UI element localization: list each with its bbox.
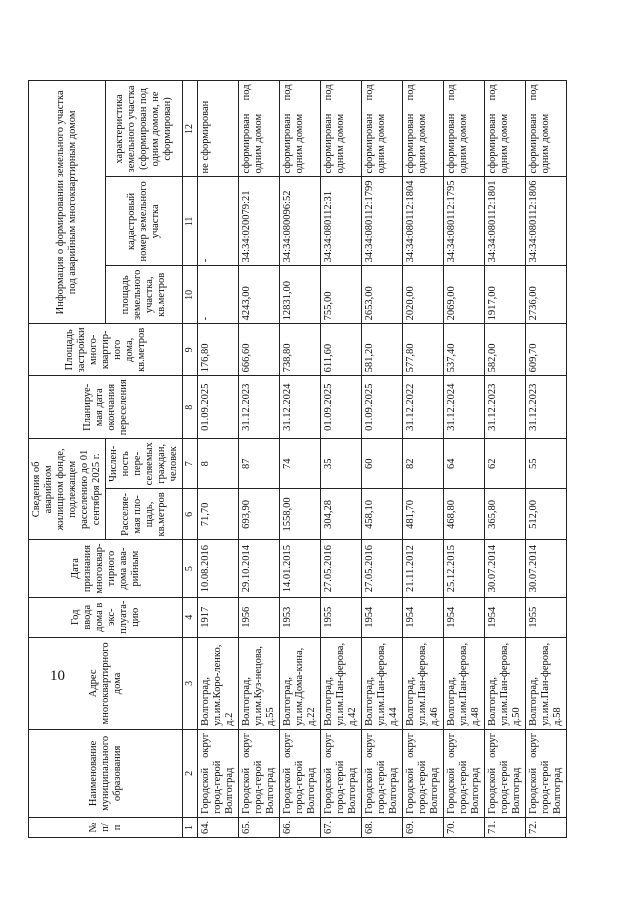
municipality: Городской округ город-герой Волгоград xyxy=(444,729,485,817)
table-row xyxy=(526,81,567,838)
emergency-date: 27.05.2016 xyxy=(362,540,403,597)
column-number: 8 xyxy=(183,376,198,439)
planned-end-date: 31.12.2024 xyxy=(280,376,321,439)
header-7: Числен-ность пере-селяемых граждан, человек xyxy=(106,439,183,489)
table-row xyxy=(239,81,280,838)
planned-end-date: 01.09.2025 xyxy=(198,376,239,439)
header-3: Адрес многоквартирного дома xyxy=(29,637,183,729)
commission-year: 1955 xyxy=(321,597,362,637)
emergency-date: 25.12.2015 xyxy=(444,540,485,597)
resettled-area: 693,90 xyxy=(239,489,280,540)
column-number: 6 xyxy=(183,489,198,540)
column-number: 4 xyxy=(183,597,198,637)
cadastral-number: 34:34:020079:21 xyxy=(239,177,280,266)
cadastral-number: 34:34:080112:31 xyxy=(321,177,362,266)
land-characteristic: сформирован под одним домом xyxy=(239,81,280,177)
address: Волгоград, ул.им.Пан-ферова, д.44 xyxy=(362,637,403,729)
address: Волгоград, ул.им.Пан-ферова, д.46 xyxy=(403,637,444,729)
cadastral-number: - xyxy=(198,177,239,266)
housing-table xyxy=(28,80,567,838)
header-9: Площадь застройки много-квартир-ного дома, кв.метров xyxy=(29,324,183,376)
resettled-people: 87 xyxy=(239,439,280,489)
resettled-people: 8 xyxy=(198,439,239,489)
building-area: 577,80 xyxy=(403,324,444,376)
emergency-date: 30.07.2014 xyxy=(526,540,567,597)
municipality: Городской округ город-герой Волгоград xyxy=(280,729,321,817)
planned-end-date: 31.12.2023 xyxy=(485,376,526,439)
column-number: 11 xyxy=(183,177,198,266)
land-characteristic: сформирован под одним домом xyxy=(485,81,526,177)
cadastral-number: 34:34:080096:52 xyxy=(280,177,321,266)
header-10: площадь земельного участка, кв.метров xyxy=(106,266,183,324)
land-area: 2736,00 xyxy=(526,266,567,324)
cadastral-number: 34:34:080112:1801 xyxy=(485,177,526,266)
municipality: Городской округ город-герой Волгоград xyxy=(198,729,239,817)
table-row xyxy=(198,81,239,838)
header-6-7-group: Сведения об аварийном жилищном фонде, подлежащем расселению до 01 сентября 2025 г. xyxy=(29,439,106,540)
column-number: 1 xyxy=(183,817,198,837)
municipality: Городской округ город-герой Волгоград xyxy=(526,729,567,817)
row-number: 66. xyxy=(280,817,321,837)
building-area: 537,40 xyxy=(444,324,485,376)
resettled-people: 35 xyxy=(321,439,362,489)
building-area: 738,80 xyxy=(280,324,321,376)
address: Волгоград, ул.им.Дома-кина, д.22 xyxy=(280,637,321,729)
planned-end-date: 31.12.2022 xyxy=(403,376,444,439)
row-number: 65. xyxy=(239,817,280,837)
municipality: Городской округ город-герой Волгоград xyxy=(362,729,403,817)
address: Волгоград, ул.им.Пан-ферова, д.48 xyxy=(444,637,485,729)
building-area: 581,20 xyxy=(362,324,403,376)
header-2: Наименование муниципального образования xyxy=(29,729,183,817)
land-area: 12831,00 xyxy=(280,266,321,324)
header-8: Планируе-мая дата окончания переселения xyxy=(29,376,183,439)
header-6: Расселяе-мая пло-щадь, кв.метров xyxy=(106,489,183,540)
commission-year: 1954 xyxy=(362,597,403,637)
building-area: 176,80 xyxy=(198,324,239,376)
municipality: Городской округ город-герой Волгоград xyxy=(485,729,526,817)
land-characteristic: сформирован под одним домом xyxy=(403,81,444,177)
municipality: Городской округ город-герой Волгоград xyxy=(239,729,280,817)
land-area: 755,00 xyxy=(321,266,362,324)
land-characteristic: не сформирован xyxy=(198,81,239,177)
resettled-people: 74 xyxy=(280,439,321,489)
resettled-area: 304,28 xyxy=(321,489,362,540)
resettled-area: 458,10 xyxy=(362,489,403,540)
cadastral-number: 34:34:080112:1806 xyxy=(526,177,567,266)
resettled-people: 82 xyxy=(403,439,444,489)
land-area: 1917,00 xyxy=(485,266,526,324)
emergency-date: 27.05.2016 xyxy=(321,540,362,597)
cadastral-number: 34:34:080112:1795 xyxy=(444,177,485,266)
land-characteristic: сформирован под одним домом xyxy=(321,81,362,177)
commission-year: 1956 xyxy=(239,597,280,637)
resettled-area: 512,00 xyxy=(526,489,567,540)
planned-end-date: 01.09.2025 xyxy=(321,376,362,439)
table-row xyxy=(362,81,403,838)
emergency-date: 21.11.2012 xyxy=(403,540,444,597)
column-number: 2 xyxy=(183,729,198,817)
building-area: 611,60 xyxy=(321,324,362,376)
column-number: 7 xyxy=(183,439,198,489)
address: Волгоград, ул.им.Пан-ферова, д.58 xyxy=(526,637,567,729)
table-row xyxy=(403,81,444,838)
header-1: № п/п xyxy=(29,817,183,837)
land-area: 2069,00 xyxy=(444,266,485,324)
building-area: 666,60 xyxy=(239,324,280,376)
resettled-people: 64 xyxy=(444,439,485,489)
resettled-area: 468,80 xyxy=(444,489,485,540)
header-12: характеристика земельного участка (сформирован под одним домом, не сформирован) xyxy=(106,81,183,177)
emergency-date: 30.07.2014 xyxy=(485,540,526,597)
emergency-date: 10.08.2016 xyxy=(198,540,239,597)
planned-end-date: 01.09.2025 xyxy=(362,376,403,439)
emergency-date: 29.10.2014 xyxy=(239,540,280,597)
land-area: 2653,00 xyxy=(362,266,403,324)
row-number: 67. xyxy=(321,817,362,837)
header-5: Дата признания многоквар-тирного дома ава-рийным xyxy=(29,540,183,597)
header-10-12-group: Информация о формировании земельного участка под аварийным многоквартирным домом xyxy=(29,81,106,324)
land-characteristic: сформирован под одним домом xyxy=(280,81,321,177)
cadastral-number: 34:34:080112:1799 xyxy=(362,177,403,266)
table-header xyxy=(29,81,198,838)
commission-year: 1954 xyxy=(403,597,444,637)
land-area: - xyxy=(198,266,239,324)
land-characteristic: сформирован под одним домом xyxy=(526,81,567,177)
row-number: 72. xyxy=(526,817,567,837)
table-row xyxy=(485,81,526,838)
column-number-row xyxy=(183,81,198,838)
address: Волгоград, ул.им.Пан-ферова, д.50 xyxy=(485,637,526,729)
cadastral-number: 34:34:080112:1804 xyxy=(403,177,444,266)
row-number: 69. xyxy=(403,817,444,837)
land-area: 4243,00 xyxy=(239,266,280,324)
address: Волгоград, ул.им.Куз-нецова, д.55 xyxy=(239,637,280,729)
building-area: 582,00 xyxy=(485,324,526,376)
commission-year: 1955 xyxy=(526,597,567,637)
row-number: 68. xyxy=(362,817,403,837)
row-number: 64. xyxy=(198,817,239,837)
row-number: 70. xyxy=(444,817,485,837)
page-number: 10 xyxy=(50,668,65,684)
resettled-area: 481,70 xyxy=(403,489,444,540)
column-number: 5 xyxy=(183,540,198,597)
column-number: 10 xyxy=(183,266,198,324)
land-area: 2020,00 xyxy=(403,266,444,324)
municipality: Городской округ город-герой Волгоград xyxy=(321,729,362,817)
commission-year: 1954 xyxy=(485,597,526,637)
municipality: Городской округ город-герой Волгоград xyxy=(403,729,444,817)
table-row xyxy=(444,81,485,838)
emergency-date: 14.01.2015 xyxy=(280,540,321,597)
table-row xyxy=(280,81,321,838)
header-4: Год ввода дома в экс-плуата-цию xyxy=(29,597,183,637)
building-area: 609,70 xyxy=(526,324,567,376)
table-row xyxy=(321,81,362,838)
commission-year: 1953 xyxy=(280,597,321,637)
land-characteristic: сформирован под одним домом xyxy=(362,81,403,177)
column-number: 9 xyxy=(183,324,198,376)
address: Волгоград, ул.им.Пан-ферова, д.42 xyxy=(321,637,362,729)
resettled-people: 55 xyxy=(526,439,567,489)
row-number: 71. xyxy=(485,817,526,837)
address: Волгоград, ул.им.Коро-ленко, д.2 xyxy=(198,637,239,729)
header-11: кадастровый номер земельного участка xyxy=(106,177,183,266)
resettled-people: 60 xyxy=(362,439,403,489)
table-body xyxy=(198,81,567,838)
column-number: 3 xyxy=(183,637,198,729)
planned-end-date: 31.12.2023 xyxy=(239,376,280,439)
commission-year: 1954 xyxy=(444,597,485,637)
commission-year: 1917 xyxy=(198,597,239,637)
planned-end-date: 31.12.2023 xyxy=(526,376,567,439)
column-number: 12 xyxy=(183,81,198,177)
resettled-area: 71,70 xyxy=(198,489,239,540)
resettled-area: 1558,00 xyxy=(280,489,321,540)
resettled-area: 365,80 xyxy=(485,489,526,540)
planned-end-date: 31.12.2024 xyxy=(444,376,485,439)
resettled-people: 62 xyxy=(485,439,526,489)
land-characteristic: сформирован под одним домом xyxy=(444,81,485,177)
